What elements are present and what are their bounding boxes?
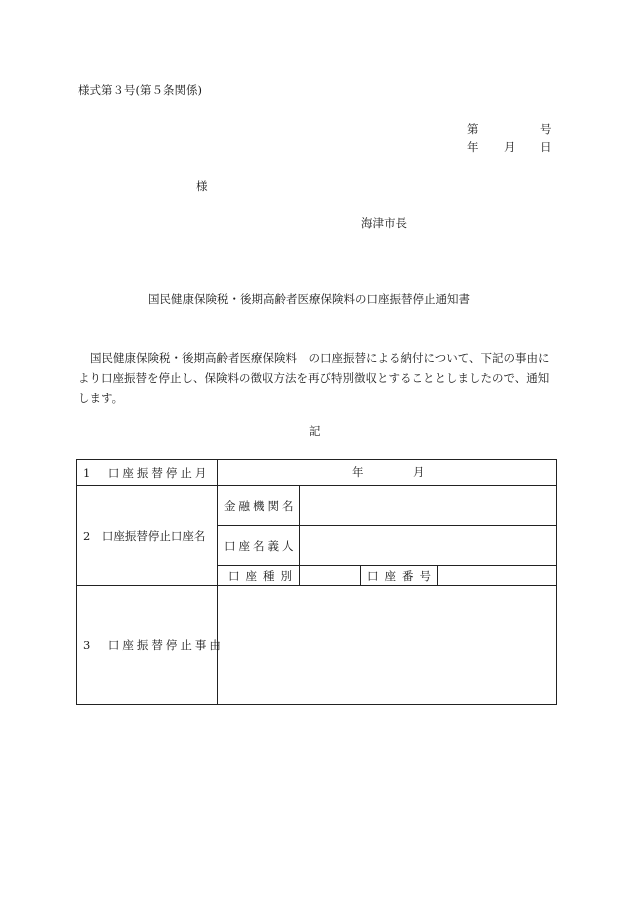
account-type-value xyxy=(300,566,361,586)
row1-value xyxy=(218,460,557,486)
form-number: 様式第３号(第５条関係) xyxy=(78,83,202,97)
account-number-value xyxy=(438,566,557,586)
ki-heading: 記 xyxy=(309,424,321,438)
row3-value xyxy=(218,586,557,705)
account-type-label: 口座種別 xyxy=(218,566,300,586)
account-holder-label: 口座名義人 xyxy=(218,526,300,566)
row2-label: 2 口座振替停止口座名 xyxy=(77,486,218,586)
row1-label: 1 口座振替停止月 xyxy=(77,460,218,486)
recipient-honorific: 様 xyxy=(196,179,208,193)
row1-year: 年 xyxy=(352,465,364,479)
account-holder-value xyxy=(300,526,557,566)
body-text: 国民健康保険税・後期高齢者医療保険料 の口座振替による納付について、下記の事由により口座振替を停止し、保険料の徴収方法を再び特別徴収とすることとしましたので、通知します。 xyxy=(78,351,550,405)
notice-number-go: 号 xyxy=(540,122,552,136)
sender-name: 海津市長 xyxy=(361,216,407,230)
bank-name-value xyxy=(300,486,557,526)
account-number-label: 口座番号 xyxy=(361,566,438,586)
date-year: 年 xyxy=(467,140,479,154)
bank-name-label: 金融機関名 xyxy=(218,486,300,526)
row3-label: 3 口座振替停止事由 xyxy=(77,586,218,705)
notice-number-dai: 第 xyxy=(467,122,479,136)
date-month: 月 xyxy=(504,140,516,154)
account-stop-table xyxy=(76,459,557,705)
date-day: 日 xyxy=(540,140,552,154)
document-title: 国民健康保険税・後期高齢者医療保険料の口座振替停止通知書 xyxy=(148,292,470,306)
row1-month: 月 xyxy=(413,465,425,479)
